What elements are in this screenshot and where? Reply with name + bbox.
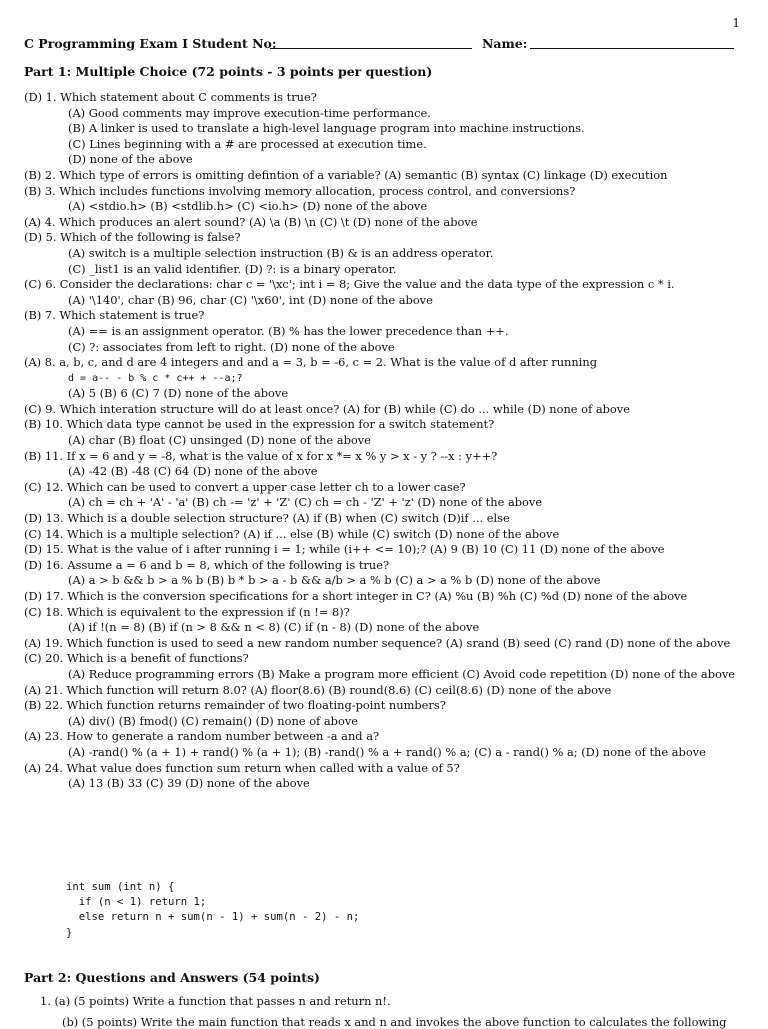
question-1 xyxy=(24,90,748,168)
question-stem: (B) 10. Which data type cannot be used in the expression for a switch statement? xyxy=(24,417,495,432)
question-option-line: (A) -42 (B) -48 (C) 64 (D) none of the above xyxy=(68,464,318,479)
question-stem: (B) 22. Which function returns remainder of two floating-point numbers? xyxy=(24,698,446,713)
question-3 xyxy=(24,184,748,215)
question-stem: (A) 8. a, b, c, and d are 4 integers and and a = 3, b = -6, c = 2. What is the value of d after running xyxy=(24,355,597,370)
question-option-line: (A) Reduce programming errors (B) Make a program more efficient (C) Avoid code repetition (D) none of the above xyxy=(68,666,736,681)
name-label: Name: xyxy=(482,36,528,51)
question-11 xyxy=(24,449,748,480)
question-7 xyxy=(24,308,748,355)
question-stem: (C) 14. Which is a multiple selection? (A) if ... else (B) while (C) switch (D) none of the above xyxy=(24,526,560,541)
question-stem: (D) 16. Assume a = 6 and b = 8, which of the following is true? xyxy=(24,557,390,572)
question-option-line: (A) <stdio.h> (B) <stdlib.h> (C) <io.h> (D) none of the above xyxy=(68,199,428,214)
part2-item-1: 1. (a) (5 points) Write a function that passes n and return n!. xyxy=(40,994,391,1008)
question-22 xyxy=(24,698,748,729)
question-stem: (A) 4. Which produces an alert sound? (A) \a (B) \n (C) \t (D) none of the above xyxy=(24,214,478,229)
question-21 xyxy=(24,683,748,699)
question-option-line: d = a-- - b % c * c++ + --a;? xyxy=(68,372,243,384)
question-stem: (B) 3. Which includes functions involving memory allocation, process control, and conversions? xyxy=(24,183,576,198)
question-15 xyxy=(24,542,748,558)
question-option-line: (A) '\140', char (B) 96, char (C) '\x60', int (D) none of the above xyxy=(68,292,433,307)
question-option-line: (A) char (B) float (C) unsinged (D) none of the above xyxy=(68,433,371,448)
question-10 xyxy=(24,417,748,448)
question-list xyxy=(24,90,748,792)
question-stem: (C) 18. Which is equivalent to the expression if (n != 8)? xyxy=(24,604,350,619)
part1-title: Part 1: Multiple Choice (72 points - 3 points per question) xyxy=(24,64,433,79)
question-14 xyxy=(24,527,748,543)
question-option-line: (A) if !(n = 8) (B) if (n > 8 && n < 8) (C) if (n - 8) (D) none of the above xyxy=(68,620,480,635)
question-stem: (D) 1. Which statement about C comments is true? xyxy=(24,90,317,104)
student-no-line xyxy=(270,48,472,49)
question-stem: (C) 20. Which is a benefit of functions? xyxy=(24,651,249,666)
part2-title: Part 2: Questions and Answers (54 points) xyxy=(24,970,320,985)
exam-header xyxy=(24,36,736,52)
code-block xyxy=(66,880,359,941)
question-option-line: (A) -rand() % (a + 1) + rand() % (a + 1); (B) -rand() % a + rand() % a; (C) a - rand() % a; (D) none of the above xyxy=(68,744,706,759)
question-option-line: (A) ch = ch + 'A' - 'a' (B) ch -= 'z' + 'Z' (C) ch = ch - 'Z' + 'z' (D) none of the above xyxy=(68,495,543,510)
question-19 xyxy=(24,636,748,652)
code-line: int sum (int n) { xyxy=(66,881,175,893)
question-option-line: (D) none of the above xyxy=(68,152,193,167)
question-stem: (A) 21. Which function will return 8.0? (A) floor(8.6) (B) round(8.6) (C) ceil(8.6) (D) none of the above xyxy=(24,682,612,697)
question-stem: (A) 23. How to generate a random number between -a and a? xyxy=(24,729,380,744)
code-line: else return n + sum(n - 1) + sum(n - 2) - n; xyxy=(66,911,360,924)
question-5 xyxy=(24,230,748,277)
question-stem: (A) 24. What value does function sum return when called with a value of 5? xyxy=(24,760,460,775)
question-option-line: (A) switch is a multiple selection instruction (B) & is an address operator. xyxy=(68,245,494,260)
question-stem: (D) 5. Which of the following is false? xyxy=(24,230,241,245)
question-option-line: (C) ?: associates from left to right. (D) none of the above xyxy=(68,339,395,354)
question-stem: (B) 11. If x = 6 and y = -8, what is the value of x for x *= x % y > x - y ? --x : y++? xyxy=(24,448,498,463)
question-6 xyxy=(24,277,748,308)
question-option-line: (C) _list1 is an valid identifier. (D) ?: is a binary operator. xyxy=(68,261,397,276)
part2-item-1b: (b) (5 points) Write the main function that reads x and n and invokes the above function to calculates the following xyxy=(62,1015,727,1029)
question-20 xyxy=(24,651,748,682)
question-option-line: (C) Lines beginning with a # are processed at execution time. xyxy=(68,136,427,151)
question-option-line: (A) 5 (B) 6 (C) 7 (D) none of the above xyxy=(68,386,289,401)
question-24 xyxy=(24,761,748,792)
name-line xyxy=(530,48,734,49)
exam-title-student-no-label: C Programming Exam I Student No: xyxy=(24,36,277,51)
question-2 xyxy=(24,168,748,184)
question-option-line: (A) 13 (B) 33 (C) 39 (D) none of the above xyxy=(68,776,310,791)
question-option-line: (A) div() (B) fmod() (C) remain() (D) none of above xyxy=(68,713,358,728)
code-line: if (n < 1) return 1; xyxy=(66,896,207,909)
question-stem: (D) 13. Which is a double selection structure? (A) if (B) when (C) switch (D)if ... else xyxy=(24,511,510,526)
question-18 xyxy=(24,605,748,636)
question-stem: (C) 12. Which can be used to convert a upper case letter ch to a lower case? xyxy=(24,479,466,494)
page-number: 1 xyxy=(732,16,740,30)
question-13 xyxy=(24,511,748,527)
question-stem: (C) 6. Consider the declarations: char c = '\xc'; int i = 8; Give the value and the data type of the expression c * i. xyxy=(24,277,675,292)
question-option-line: (A) Good comments may improve execution-time performance. xyxy=(68,105,431,120)
question-16 xyxy=(24,558,748,589)
question-stem: (B) 2. Which type of errors is omitting defintion of a variable? (A) semantic (B) syntax (C) linkage (D) execution xyxy=(24,167,668,182)
question-23 xyxy=(24,729,748,760)
question-12 xyxy=(24,480,748,511)
question-option-line: (A) a > b && b > a % b (B) b * b > a - b && a/b > a % b (C) a > a % b (D) none of the above xyxy=(68,573,601,588)
question-9 xyxy=(24,402,748,418)
code-line: } xyxy=(66,926,73,939)
question-stem: (D) 17. Which is the conversion specifications for a short integer in C? (A) %u (B) %h (C) %d (D) none of the above xyxy=(24,589,688,603)
question-17 xyxy=(24,589,748,605)
question-stem: (B) 7. Which statement is true? xyxy=(24,308,205,323)
question-option-line: (B) A linker is used to translate a high-level language program into machine instructions. xyxy=(68,121,585,136)
question-8 xyxy=(24,355,748,402)
question-4 xyxy=(24,215,748,231)
question-stem: (A) 19. Which function is used to seed a new random number sequence? (A) srand (B) seed (C) rand (D) none of the above xyxy=(24,635,731,650)
question-option-line: (A) == is an assignment operator. (B) % has the lower precedence than ++. xyxy=(68,323,509,338)
question-stem: (C) 9. Which interation structure will do at least once? (A) for (B) while (C) do ... while (D) none of above xyxy=(24,401,630,416)
question-stem: (D) 15. What is the value of i after running i = 1; while (i++ <= 10);? (A) 9 (B) 10 (C) 11 (D) none of the above xyxy=(24,542,665,557)
